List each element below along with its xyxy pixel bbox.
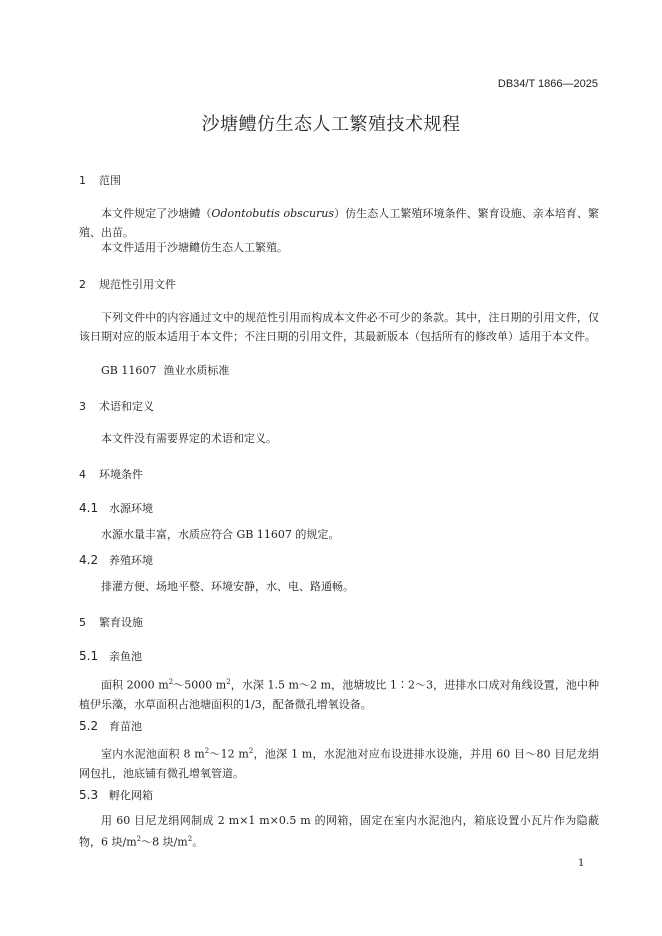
standard-number: DB34/T 1866—2025	[497, 78, 598, 90]
subsection-5-1-heading	[79, 648, 142, 664]
subsection-5-3-heading	[79, 787, 153, 803]
text-run: 用 60 目尼龙绢网制成 2 m×1 m×0.5 m 的网箱，固定在室内水泥池内，箱底设置小瓦片作为隐蔽物，6 块/m	[79, 814, 599, 849]
section-title: 范围	[99, 174, 121, 187]
section-3-paragraph: 本文件没有需要界定的术语和定义。	[101, 432, 277, 445]
document-title: 沙塘鳢仿生态人工繁殖技术规程	[201, 114, 461, 135]
section-title: 环境条件	[99, 468, 143, 481]
section-number: 5	[79, 616, 86, 629]
normative-reference	[79, 361, 599, 380]
subsection-4-1-heading	[79, 500, 153, 516]
superscript: 2	[136, 835, 142, 843]
superscript: 2	[226, 678, 231, 686]
section-title: 繁育设施	[99, 616, 143, 629]
section-2-paragraph: 下列文件中的内容通过文中的规范性引用而构成本文件必不可少的条款。其中，注日期的引用文件，仅该日期对应的版本适用于本文件；不注日期的引用文件，其最新版本（包括所有的修改单）适用于本文件。	[79, 311, 599, 343]
section-title: 术语和定义	[99, 400, 154, 413]
subsection-5-2-heading	[79, 718, 142, 734]
text-run: ～12 m	[209, 747, 249, 761]
text-run: 。	[192, 835, 204, 849]
subsection-title: 孵化网箱	[109, 789, 153, 802]
text-run: 面积 2000 m	[101, 678, 169, 692]
section-number: 1	[79, 174, 86, 187]
subsection-4-2-heading	[79, 552, 153, 568]
superscript: 2	[204, 747, 210, 755]
subsection-number: 5.1	[79, 649, 99, 663]
section-title: 规范性引用文件	[99, 278, 176, 291]
reference-title: 渔业水质标准	[163, 364, 230, 377]
text-run: 室内水泥池面积 8 m	[101, 747, 205, 761]
latin-name: Odontobutis obscurus	[211, 207, 335, 220]
text-run: ～5000 m	[173, 678, 227, 692]
section-number: 4	[79, 468, 86, 481]
text-run: ～8 块/m	[141, 835, 188, 849]
subsection-title: 亲鱼池	[109, 650, 142, 663]
text-run: ，水深 1.5 m～2 m，池塘坡比 1∶2～3，进排水口成对角线设置，池中种植伊乐藻，水草面积占池塘面积的1/3，配备微孔增氧设备。	[79, 678, 599, 711]
subsection-5-1-text	[79, 673, 599, 714]
superscript: 2	[168, 678, 174, 686]
subsection-4-1-text: 水源水量丰富，水质应符合 GB 11607 的规定。	[101, 528, 340, 541]
section-number: 3	[79, 400, 86, 413]
section-5-heading	[79, 614, 143, 630]
section-4-heading	[79, 466, 143, 482]
section-1-heading	[79, 172, 121, 188]
subsection-5-2-text	[79, 742, 599, 783]
superscript: 2	[187, 835, 193, 843]
subsection-number: 5.2	[79, 719, 99, 733]
section-1-paragraph-2: 本文件适用于沙塘鳢仿生态人工繁殖。	[101, 241, 288, 254]
text-run: 本文件规定了沙塘鳢（	[101, 207, 212, 220]
page-number: 1	[578, 858, 585, 869]
subsection-title: 育苗池	[109, 720, 142, 733]
subsection-number: 5.3	[79, 788, 99, 802]
text-run: ，池深 1 m，水泥池对应布设进排水设施，并用 60 目～80 目尼龙绢网包扎，池底铺有微孔增氧管道。	[79, 747, 600, 780]
subsection-title: 水源环境	[109, 502, 153, 515]
subsection-5-3-text	[79, 811, 599, 852]
section-3-heading	[79, 398, 154, 414]
section-1-paragraph	[79, 204, 599, 242]
superscript: 2	[248, 747, 254, 755]
section-2-heading	[79, 276, 176, 292]
subsection-number: 4.1	[79, 501, 99, 515]
subsection-title: 养殖环境	[109, 554, 153, 567]
subsection-4-2-text: 排灌方便、场地平整、环境安静，水、电、路通畅。	[101, 580, 354, 593]
reference-code: GB 11607	[101, 364, 157, 377]
subsection-number: 4.2	[79, 553, 99, 567]
text-run: ）仿生态人工繁殖环境条件、繁育设施、亲本培育、繁殖、出苗。	[79, 207, 600, 239]
section-number: 2	[79, 278, 86, 291]
